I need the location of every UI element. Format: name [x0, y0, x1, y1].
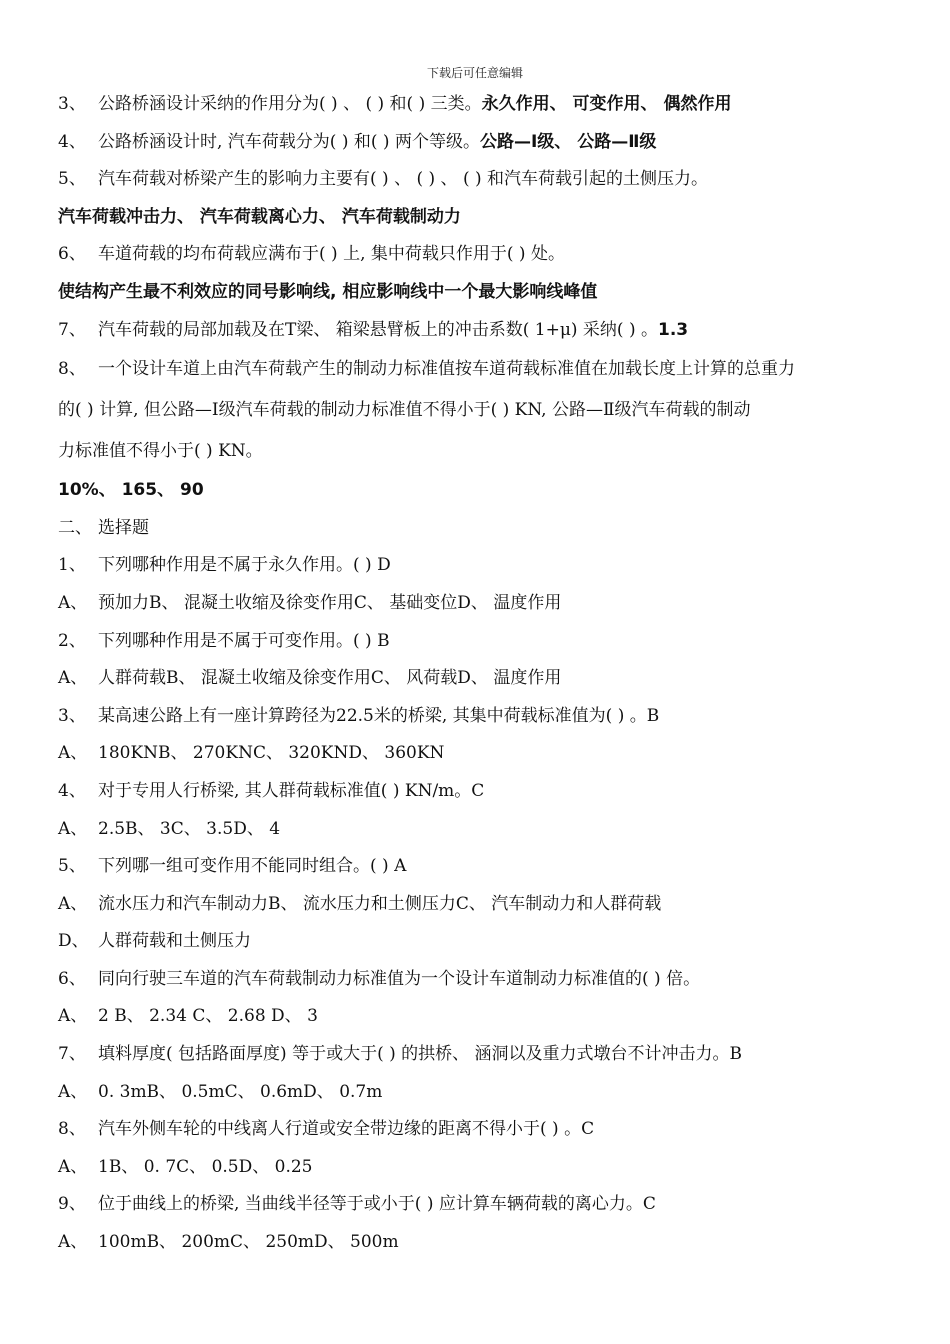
line-text: 汽车荷载对桥梁产生的影响力主要有( ) 、 ( ) 、 ( ) 和汽车荷载引起的土侧压力。 — [98, 169, 709, 190]
text-line — [58, 735, 898, 773]
item-number: 7、 — [58, 319, 86, 340]
item-number: 6、 — [58, 968, 86, 989]
line-text: 0. 3mB、 0.5mC、 0.6mD、 0.7m — [98, 1081, 383, 1102]
text-line — [58, 660, 898, 698]
item-number: A、 — [58, 1006, 88, 1027]
document-body — [58, 86, 898, 1262]
text-line — [58, 236, 898, 274]
line-text: 某高速公路上有一座计算跨径为22.5米的桥梁, 其集中荷载标准值为( ) 。B — [98, 705, 660, 726]
text-line — [58, 585, 898, 623]
line-text: 2.5B、 3C、 3.5D、 4 — [98, 818, 281, 839]
item-number: A、 — [58, 818, 88, 839]
text-line — [58, 923, 898, 961]
text-line — [58, 811, 898, 849]
line-text: 汽车荷载的局部加载及在T梁、 箱梁悬臂板上的冲击系数( 1+μ) 采纳( ) 。 — [98, 319, 658, 340]
line-text: 选择题 — [98, 517, 149, 538]
text-line — [58, 431, 898, 472]
item-number: 2、 — [58, 630, 86, 651]
answer-text: 永久作用、 可变作用、 偶然作用 — [481, 94, 732, 114]
answer-text: 汽车荷载冲击力、 汽车荷载离心力、 汽车荷载制动力 — [58, 206, 461, 227]
line-text: 汽车外侧车轮的中线离人行道或安全带边缘的距离不得小于( ) 。C — [98, 1119, 595, 1140]
line-text: 一个设计车道上由汽车荷载产生的制动力标准值按车道荷载标准值在加载长度上计算的总重力 — [98, 359, 795, 380]
line-text: 人群荷载和土侧压力 — [98, 931, 251, 952]
text-line — [58, 623, 898, 661]
line-text: 车道荷载的均布荷载应满布于( ) 上, 集中荷载只作用于( ) 处。 — [98, 244, 565, 265]
text-line — [58, 124, 898, 162]
text-line — [58, 274, 898, 312]
item-number: A、 — [58, 668, 88, 689]
text-line — [58, 349, 898, 390]
line-text: 的( ) 计算, 但公路—Ⅰ级汽车荷载的制动力标准值不得小于( ) KN, 公路—Ⅱ级汽车荷载的制动 — [58, 400, 751, 421]
answer-text: 10%、 165、 90 — [58, 480, 204, 501]
text-line — [58, 510, 898, 548]
line-text: 力标准值不得小于( ) KN。 — [58, 441, 263, 462]
text-line — [58, 1186, 898, 1224]
text-line — [58, 1036, 898, 1074]
item-number: 二、 — [58, 517, 92, 538]
line-text: 公路桥涵设计时, 汽车荷载分为( ) 和( ) 两个等级。 — [98, 131, 480, 152]
item-number: 5、 — [58, 856, 86, 877]
item-number: A、 — [58, 743, 88, 764]
item-number: D、 — [58, 931, 89, 952]
text-line — [58, 1224, 898, 1262]
item-number: 5、 — [58, 169, 86, 190]
line-text: 填料厚度( 包括路面厚度) 等于或大于( ) 的拱桥、 涵洞以及重力式墩台不计冲击力。B — [98, 1044, 743, 1065]
line-text: 对于专用人行桥梁, 其人群荷载标准值( ) KN/m。C — [98, 780, 485, 801]
text-line — [58, 1149, 898, 1187]
line-text: 同向行驶三车道的汽车荷载制动力标准值为一个设计车道制动力标准值的( ) 倍。 — [98, 968, 701, 989]
page-header: 下载后可任意编辑 — [426, 66, 523, 80]
text-line — [58, 1111, 898, 1149]
item-number: A、 — [58, 1156, 88, 1177]
item-number: A、 — [58, 1081, 88, 1102]
text-line — [58, 848, 898, 886]
item-number: 1、 — [58, 555, 86, 576]
text-line — [58, 698, 898, 736]
item-number: 9、 — [58, 1194, 86, 1215]
answer-text: 公路—Ⅰ级、 公路—Ⅱ级 — [479, 131, 657, 152]
line-text: 预加力B、 混凝土收缩及徐变作用C、 基础变位D、 温度作用 — [98, 592, 562, 613]
item-number: 4、 — [58, 131, 86, 152]
text-line — [58, 998, 898, 1036]
line-text: 公路桥涵设计采纳的作用分为( ) 、 ( ) 和( ) 三类。 — [98, 94, 482, 114]
item-number: A、 — [58, 893, 88, 914]
item-number: 3、 — [58, 94, 86, 114]
line-text: 下列哪一组可变作用不能同时组合。( ) A — [98, 856, 407, 877]
line-text: 180KNB、 270KNC、 320KND、 360KN — [98, 743, 445, 764]
line-text: 下列哪种作用是不属于永久作用。( ) D — [98, 555, 391, 576]
text-line — [58, 390, 898, 431]
item-number: A、 — [58, 592, 88, 613]
item-number: 3、 — [58, 705, 86, 726]
answer-text: 1.3 — [658, 319, 689, 340]
text-line — [58, 312, 898, 350]
line-text: 人群荷载B、 混凝土收缩及徐变作用C、 风荷载D、 温度作用 — [98, 668, 562, 689]
item-number: 4、 — [58, 780, 86, 801]
line-text: 位于曲线上的桥梁, 当曲线半径等于或小于( ) 应计算车辆荷载的离心力。C — [98, 1194, 656, 1215]
line-text: 100mB、 200mC、 250mD、 500m — [98, 1232, 399, 1253]
text-line — [58, 547, 898, 585]
text-line — [58, 472, 898, 510]
text-line — [58, 161, 898, 199]
text-line — [58, 1074, 898, 1112]
line-text: 下列哪种作用是不属于可变作用。( ) B — [98, 630, 390, 651]
line-text: 流水压力和汽车制动力B、 流水压力和土侧压力C、 汽车制动力和人群荷载 — [98, 893, 662, 914]
line-text: 2 B、 2.34 C、 2.68 D、 3 — [98, 1006, 318, 1027]
item-number: 6、 — [58, 244, 86, 265]
text-line — [58, 199, 898, 237]
answer-text: 使结构产生最不利效应的同号影响线, 相应影响线中一个最大影响线峰值 — [58, 281, 598, 302]
text-line — [58, 86, 898, 124]
item-number: 7、 — [58, 1044, 86, 1065]
text-line — [58, 886, 898, 924]
line-text: 1B、 0. 7C、 0.5D、 0.25 — [98, 1156, 313, 1177]
text-line — [58, 961, 898, 999]
text-line — [58, 773, 898, 811]
item-number: 8、 — [58, 359, 86, 380]
item-number: 8、 — [58, 1119, 86, 1140]
item-number: A、 — [58, 1232, 88, 1253]
